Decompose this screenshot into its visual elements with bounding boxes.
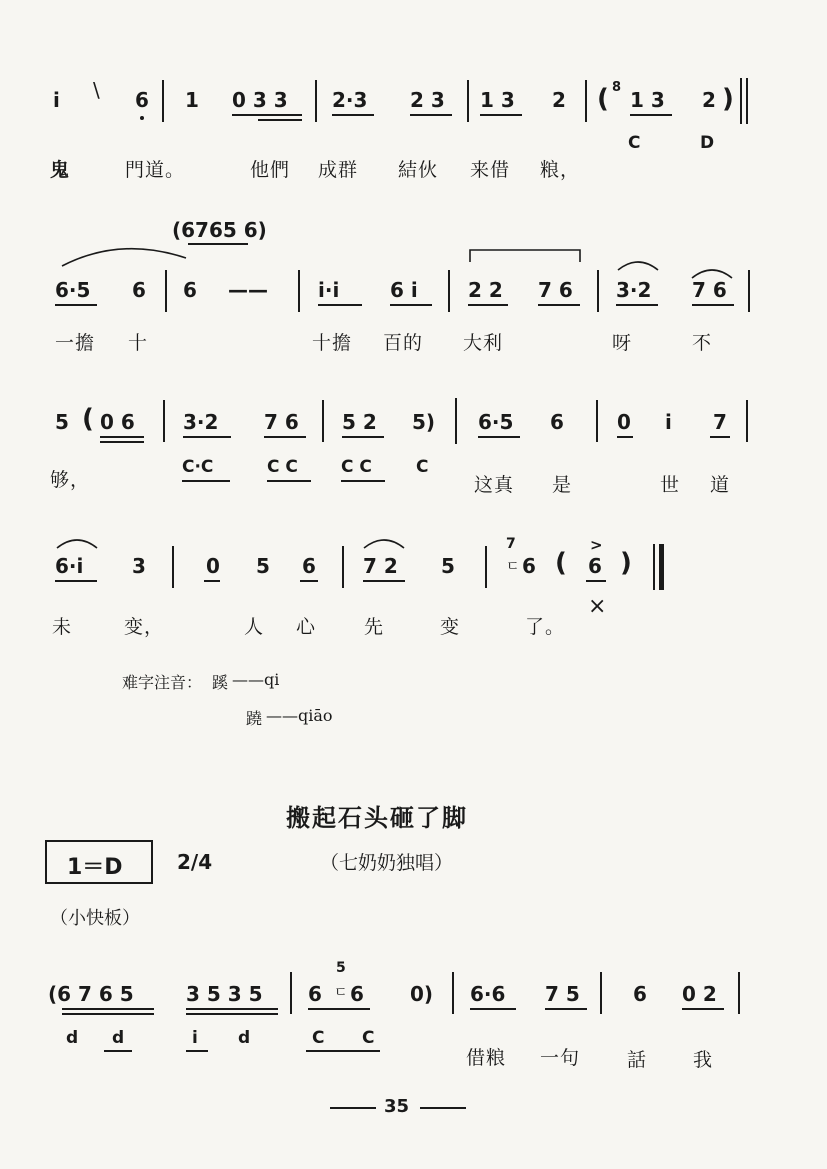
beam [410,114,452,116]
note-group: 0 2 [682,982,717,1006]
barline [597,270,599,312]
lyric: 百的 [383,332,424,354]
lyric: 是 [552,474,573,496]
barline [162,80,164,122]
lyric: 鬼 [50,159,71,181]
note: 6 [302,554,316,578]
note-group: 2·3 [332,88,368,112]
paren-open: ( [82,404,94,434]
note: i [53,88,60,112]
time-signature: 2/4 [177,850,213,874]
note-group: 6·i [55,554,84,578]
lyric: 十 [128,332,149,354]
barline [163,400,165,442]
beam [306,1050,380,1052]
rest: 0 [617,410,631,434]
beam [55,580,97,582]
dash-left [330,1107,376,1109]
barline [165,270,167,312]
lyric: 他們 [250,159,291,181]
note: 6 [183,278,197,302]
note: 2 [702,88,716,112]
chord: C [312,1028,325,1048]
lyric: 这真 [474,474,515,496]
grace-note: 8 [612,80,622,95]
chord: i [192,1028,198,1048]
beam [616,304,658,306]
note-group: 7 5 [545,982,580,1006]
beam [204,580,220,582]
lyric: 大利 [463,332,504,354]
beam [55,304,97,306]
note: 6 [633,982,647,1006]
note-group: 3·2 [616,278,652,302]
lyric: 变， [124,616,165,638]
note-group: 0 3 3 [232,88,288,112]
beam [258,119,302,121]
beam [538,304,580,306]
lyric: 結伙 [398,159,439,181]
note-group: 6·5 [478,410,514,434]
note: 6 [550,410,564,434]
lyric: 未 [52,616,73,638]
paren-open: ( [555,548,567,578]
grace-note: 7 [506,536,516,552]
lyric: 人 [244,616,265,638]
note: 5 [55,410,69,434]
note-group: 6·5 [55,278,91,302]
note-group: 6 i [390,278,418,302]
song-subtitle: （七奶奶独唱） [320,852,454,874]
lyric: 心 [296,616,317,638]
beam [186,1013,278,1015]
cross-mark: × [588,594,607,619]
lyric: 一擔 [55,332,96,354]
chord: d [112,1028,125,1048]
beam [100,436,144,438]
lyric: 来借 [470,159,511,181]
sustain-dash: —— [228,278,268,302]
paren-close: ) [620,548,632,578]
footnote-char: 蹺 [246,709,263,728]
beam [186,1050,208,1052]
note-group: 7 6 [264,410,299,434]
chord: C·C [182,457,214,477]
lyric: 話 [627,1049,648,1071]
slur [362,536,406,550]
note-group: 3·2 [183,410,219,434]
slur [616,258,660,272]
tie-bracket [468,246,583,264]
chord: d [238,1028,251,1048]
beam [318,304,362,306]
barline [746,400,748,442]
beam [188,243,248,245]
page-number-text: 35 [384,1096,410,1117]
note: 5 [256,554,270,578]
note-group: 2 3 [410,88,445,112]
beam [300,580,318,582]
note-group: 6·6 [470,982,506,1006]
beam [332,114,374,116]
beam [545,1008,587,1010]
glissando-mark: \ [93,78,100,102]
beam [682,1008,724,1010]
beam [186,1008,278,1010]
barline [172,546,174,588]
beam [478,436,520,438]
beam [267,480,311,482]
dash-right [420,1107,466,1109]
chord: D [700,133,715,153]
beam [62,1013,154,1015]
chord: C [416,457,429,477]
note-group: 3 5 3 5 [186,982,263,1006]
barline [740,78,742,124]
chord: C C [341,457,372,477]
song-title: 搬起石头砸了脚 [286,804,468,832]
lyric: 我 [693,1049,714,1071]
footnote-label: 难字注音： [122,673,203,692]
grace-mark: ㄷ [506,559,520,575]
footnote-reading: ——qiāo [266,706,333,725]
beam [470,1008,516,1010]
barline [485,546,487,588]
note-group: 7 6 [538,278,573,302]
barline [290,972,292,1014]
note-group: 7 6 [692,278,727,302]
chord: d [66,1028,79,1048]
beam [232,114,302,116]
lyric: 粮， [540,159,581,181]
note-group: 2 2 [468,278,503,302]
note: 7 [713,410,727,434]
barline [748,270,750,312]
lyric: 世 [660,474,681,496]
note: 6 [588,554,602,578]
beam [308,1008,370,1010]
note: 6 [308,982,322,1006]
instrumental-motif: (6765 6) [172,218,267,242]
note: 6 [522,554,536,578]
lyric: 一句 [540,1047,581,1069]
note-group: 0 6 [100,410,135,434]
beam [630,114,672,116]
accent-mark: > [590,536,603,554]
chord: C [362,1028,375,1048]
beam [104,1050,132,1052]
barline [342,546,344,588]
lyric: 变 [440,616,461,638]
lyric: 門道。 [125,159,186,181]
barline [455,398,457,444]
slur [60,238,190,268]
beam [710,436,730,438]
note: i [665,410,672,434]
note-group: (6 7 6 5 [48,982,134,1006]
slur [55,536,99,550]
lyric: 借粮 [466,1047,507,1069]
lyric: 十擔 [312,332,353,354]
beam [390,304,432,306]
barline [298,270,300,312]
beam [62,1008,154,1010]
lyric: 成群 [318,159,359,181]
note-group: 1 3 [480,88,515,112]
rest: 0 [206,554,220,578]
note: 6 [350,982,364,1006]
lyric: 够， [50,469,91,491]
beam [586,580,606,582]
beam [363,580,405,582]
grace-note: 5 [336,960,346,976]
barline [600,972,602,1014]
paren-close: ) [722,84,734,114]
note: 6 [132,278,146,302]
chord: C C [267,457,298,477]
footnote-char: 蹊 [212,673,229,692]
beam [341,480,385,482]
beam [183,436,231,438]
lyric: 先 [364,616,385,638]
grace-mark: ㄷ [334,985,348,1001]
beam [100,441,144,443]
beam [617,436,633,438]
barline [452,972,454,1014]
note: 1 [185,88,199,112]
tempo-marking: （小快板） [50,908,140,929]
footnote-reading: ——qi [232,670,280,689]
low-octave-dot [140,116,144,120]
note: 5) [412,410,436,434]
barline [653,544,655,590]
note: 0) [410,982,434,1006]
key-signature-box [45,840,153,884]
barline [738,972,740,1014]
lyric: 不 [692,332,713,354]
paren-open: ( [597,84,609,114]
lyric: 呀 [612,332,633,354]
note-group: i·i [318,278,340,302]
barline [322,400,324,442]
beam [692,304,734,306]
beam [182,480,230,482]
beam [264,436,306,438]
note-group: 5 2 [342,410,377,434]
note: 5 [441,554,455,578]
barline [585,80,587,122]
beam [480,114,522,116]
barline [448,270,450,312]
barline [596,400,598,442]
lyric: 了。 [525,616,566,638]
barline [746,78,748,124]
beam [342,436,384,438]
key-signature: 1＝D [67,855,123,880]
final-barline [659,544,664,590]
chord: C [628,133,641,153]
note: 2 [552,88,566,112]
beam [468,304,508,306]
note-group: 1 3 [630,88,665,112]
note: 3 [132,554,146,578]
barline [315,80,317,122]
note-group: 7 2 [363,554,398,578]
note: 6 [135,88,149,112]
lyric: 道 [710,474,731,496]
barline [467,80,469,122]
